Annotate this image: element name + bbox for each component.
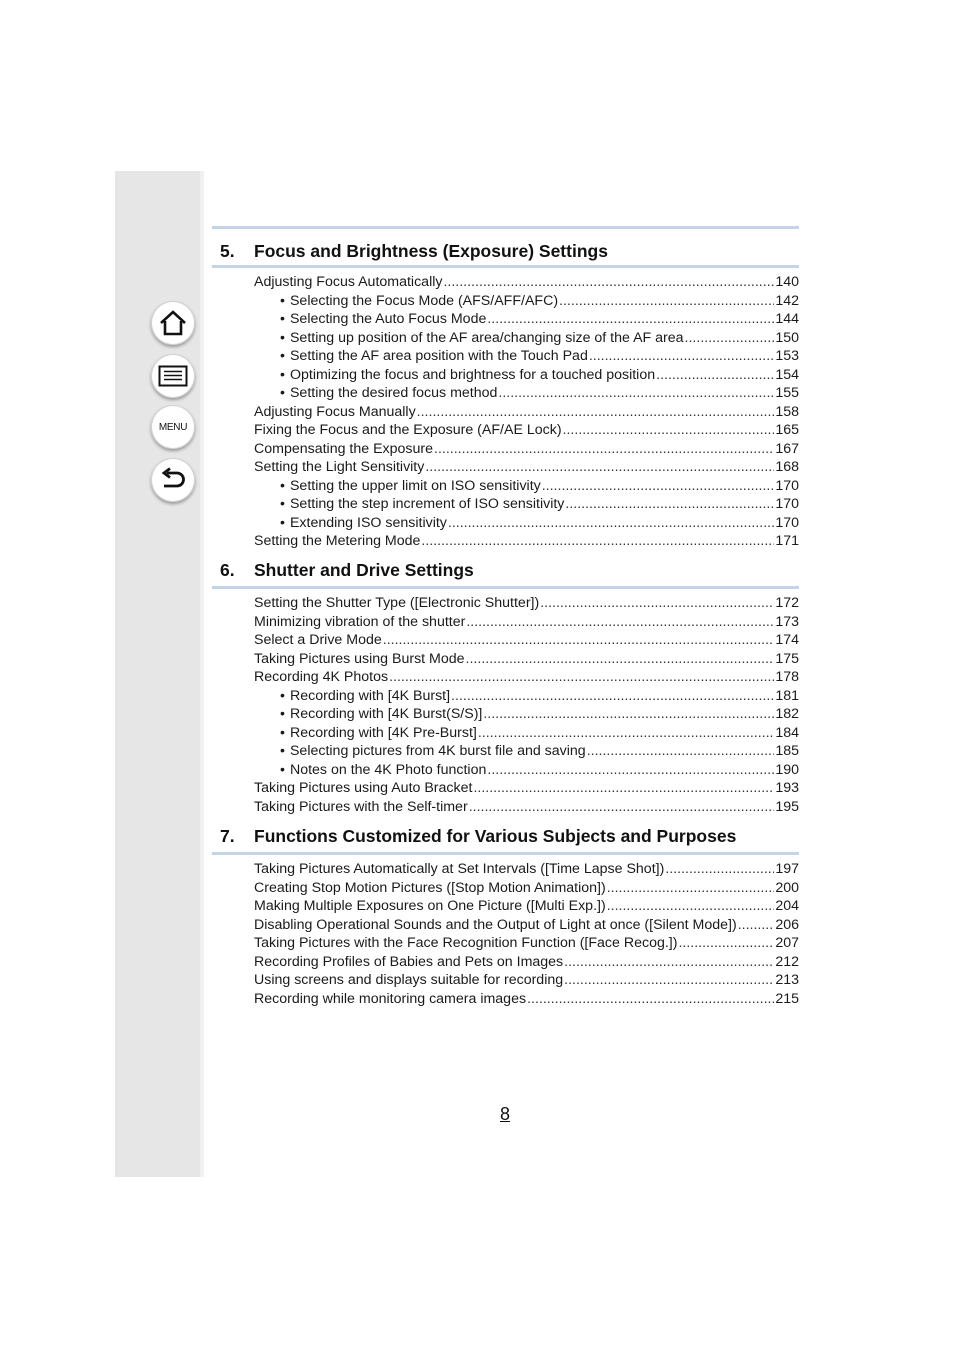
dot-leader <box>448 515 774 531</box>
toc-entry[interactable] <box>254 274 799 293</box>
toc-entry[interactable] <box>254 404 799 423</box>
toc-entry[interactable] <box>254 367 799 386</box>
bullet-icon: • <box>280 724 285 741</box>
menu-label: MENU <box>158 421 188 433</box>
toc-entry-page: 207 <box>775 935 799 951</box>
toc-entry-title: Recording with [4K Burst(S/S)] <box>289 706 483 722</box>
bullet-icon: • <box>280 385 285 401</box>
dot-leader <box>487 762 774 778</box>
toc-entry[interactable] <box>254 954 799 973</box>
dot-leader <box>434 441 774 457</box>
bullet-icon: • <box>280 292 285 309</box>
toc-entry-title: Optimizing the focus and brightness for a touched position <box>289 366 656 383</box>
toc-entry-page: 171 <box>775 533 799 549</box>
toc-entry-title: Minimizing vibration of the shutter <box>254 613 466 630</box>
sidebar-edge <box>200 171 204 1177</box>
toc-entry-page: 215 <box>775 990 799 1007</box>
dot-leader <box>487 311 774 327</box>
toc-entry-title: Setting the desired focus method <box>289 385 498 401</box>
dot-leader <box>564 954 774 970</box>
toc-entry-page: 184 <box>775 724 799 741</box>
toc-entry-page: 172 <box>775 595 799 611</box>
toc-entry-page: 212 <box>775 953 799 970</box>
toc-entry-title: Adjusting Focus Automatically <box>254 274 443 290</box>
toc-entry-page: 197 <box>775 861 799 877</box>
toc-entry-page: 158 <box>775 403 799 420</box>
dot-leader <box>589 348 774 364</box>
dot-leader <box>469 799 775 815</box>
toc-entry-title: Setting the step increment of ISO sensitivity <box>289 496 565 512</box>
bullet-icon: • <box>280 477 285 494</box>
toc-entry[interactable] <box>254 780 799 799</box>
toc-entry-title: Setting up position of the AF area/changing size of the AF area <box>289 329 684 346</box>
toc-entry-title: Taking Pictures Automatically at Set Intervals ([Time Lapse Shot]) <box>254 861 665 877</box>
toc-entry-page: 182 <box>775 706 799 722</box>
dot-leader <box>478 725 774 741</box>
section-number: 5. <box>220 241 235 261</box>
toc-entry[interactable] <box>254 972 799 991</box>
bullet-icon: • <box>280 348 285 364</box>
toc-entry-title: Recording while monitoring camera images <box>254 990 527 1007</box>
toc-entry-page: 140 <box>775 274 799 290</box>
dot-leader <box>564 972 774 988</box>
toc-entry-title: Taking Pictures with the Face Recognition Function ([Face Recog.]) <box>254 935 678 951</box>
section-number: 6. <box>220 560 235 580</box>
dot-leader <box>527 991 774 1007</box>
toc-entry[interactable] <box>254 422 799 441</box>
dot-leader <box>473 780 774 796</box>
toc-entry-page: 175 <box>775 650 799 667</box>
toc-entry[interactable] <box>254 991 799 1010</box>
toc-entry[interactable] <box>254 293 799 312</box>
toc-entry-title: Selecting the Auto Focus Mode <box>289 311 487 327</box>
toc-entry[interactable] <box>254 385 799 404</box>
toc-entry-page: 155 <box>775 385 799 401</box>
toc-entry-page: 142 <box>775 292 799 309</box>
toc-entry-page: 173 <box>775 613 799 630</box>
dot-leader <box>656 367 774 383</box>
toc-entry[interactable] <box>254 917 799 936</box>
toc-entry-title: Extending ISO sensitivity <box>289 514 447 531</box>
list-icon <box>158 365 188 387</box>
dot-leader <box>563 422 775 438</box>
toc-entry[interactable] <box>254 533 799 552</box>
contents-button[interactable] <box>151 354 195 398</box>
toc-entry[interactable] <box>254 330 799 349</box>
back-button[interactable] <box>151 458 195 502</box>
toc-entry-title: Recording Profiles of Babies and Pets on Images <box>254 953 564 970</box>
dot-leader <box>738 917 775 933</box>
toc-entry[interactable] <box>254 441 799 460</box>
bullet-icon: • <box>280 706 285 722</box>
toc-entry[interactable] <box>254 515 799 534</box>
toc-entry-page: 167 <box>775 440 799 457</box>
toc-entry-title: Disabling Operational Sounds and the Output of Light at once ([Silent Mode]) <box>254 916 737 933</box>
toc-entry-title: Selecting the Focus Mode (AFS/AFF/AFC) <box>289 292 559 309</box>
toc-entry-page: 154 <box>775 366 799 383</box>
toc-entry[interactable] <box>254 632 799 651</box>
dot-leader <box>607 880 775 896</box>
toc-entry-page: 185 <box>775 743 799 759</box>
section-7-header <box>212 816 799 855</box>
dot-leader <box>466 614 774 630</box>
dot-leader <box>389 669 774 685</box>
toc-entry-title: Selecting pictures from 4K burst file and saving <box>289 743 586 759</box>
toc-entry[interactable] <box>254 898 799 917</box>
return-arrow-icon <box>159 467 187 493</box>
section-5-entries <box>254 274 799 552</box>
bullet-icon: • <box>280 496 285 512</box>
toc-entry-page: 153 <box>775 348 799 364</box>
section-title-bar <box>212 229 799 268</box>
toc-entry[interactable] <box>254 688 799 707</box>
toc-entry-page: 165 <box>775 422 799 438</box>
toc-entry-title: Taking Pictures with the Self-timer <box>254 798 468 815</box>
toc-entry[interactable] <box>254 669 799 688</box>
toc-entry-page: 174 <box>775 632 799 648</box>
dot-leader <box>417 404 775 420</box>
bullet-icon: • <box>280 329 285 346</box>
toc-entry-title: Select a Drive Mode <box>254 632 382 648</box>
section-title-bar <box>212 816 799 855</box>
toc-entry-page: 170 <box>775 477 799 494</box>
dot-leader <box>466 651 775 667</box>
dot-leader <box>425 459 774 475</box>
toc-entry-page: 144 <box>775 311 799 327</box>
toc-entry[interactable] <box>254 311 799 330</box>
toc-entry-page: 206 <box>775 916 799 933</box>
section-6-entries <box>254 595 799 817</box>
toc-entry[interactable] <box>254 459 799 478</box>
toc-entry-page: 150 <box>775 329 799 346</box>
toc-entry[interactable] <box>254 743 799 762</box>
toc-entry[interactable] <box>254 348 799 367</box>
dot-leader <box>383 632 775 648</box>
section-title: Focus and Brightness (Exposure) Settings <box>254 241 608 261</box>
dot-leader <box>565 496 774 512</box>
bullet-icon: • <box>280 514 285 531</box>
toc-entry-page: 195 <box>775 798 799 815</box>
dot-leader <box>559 293 774 309</box>
dot-leader <box>498 385 774 401</box>
bullet-icon: • <box>280 366 285 383</box>
toc-entry[interactable] <box>254 496 799 515</box>
toc-entry-title: Taking Pictures using Burst Mode <box>254 650 465 667</box>
toc-entry-page: 168 <box>775 459 799 475</box>
toc-entry[interactable] <box>254 706 799 725</box>
dot-leader <box>421 533 774 549</box>
dot-leader <box>685 330 775 346</box>
dot-leader <box>483 706 774 722</box>
toc-entry-title: Notes on the 4K Photo function <box>289 761 487 778</box>
toc-entry-page: 204 <box>775 898 799 914</box>
bullet-icon: • <box>280 311 285 327</box>
toc-entry-page: 190 <box>775 761 799 778</box>
toc-entry-page: 178 <box>775 669 799 685</box>
toc-entry-title: Making Multiple Exposures on One Picture ([Multi Exp.]) <box>254 898 606 914</box>
bullet-icon: • <box>280 743 285 759</box>
toc-entry[interactable] <box>254 725 799 744</box>
toc-entry[interactable] <box>254 762 799 781</box>
menu-button[interactable] <box>151 405 195 449</box>
dot-leader <box>678 935 774 951</box>
toc-entry-title: Compensating the Exposure <box>254 440 434 457</box>
toc-entry-page: 200 <box>775 879 799 896</box>
section-title: Functions Customized for Various Subjects and Purposes <box>254 826 737 846</box>
toc-entry[interactable] <box>254 478 799 497</box>
toc-entry[interactable] <box>254 880 799 899</box>
toc-entry-page: 213 <box>775 972 799 988</box>
toc-entry[interactable] <box>254 935 799 954</box>
section-7-entries <box>254 861 799 1009</box>
dot-leader <box>443 274 774 290</box>
toc-entry-title: Adjusting Focus Manually <box>254 403 416 420</box>
section-number: 7. <box>220 826 235 846</box>
toc-entry[interactable] <box>254 651 799 670</box>
toc-entry-title: Taking Pictures using Auto Bracket <box>254 780 473 796</box>
toc-entry-title: Setting the Metering Mode <box>254 533 421 549</box>
section-5-header <box>212 226 799 268</box>
toc-entry-title: Recording with [4K Burst] <box>289 687 451 704</box>
toc-entry-title: Setting the upper limit on ISO sensitivity <box>289 477 541 494</box>
section-title-bar <box>212 550 799 589</box>
toc-entry-title: Setting the Light Sensitivity <box>254 459 425 475</box>
toc-entry-title: Using screens and displays suitable for recording <box>254 972 564 988</box>
toc-entry-title: Creating Stop Motion Pictures ([Stop Motion Animation]) <box>254 879 606 896</box>
home-button[interactable] <box>151 301 195 345</box>
toc-entry[interactable] <box>254 614 799 633</box>
section-6-header <box>212 550 799 589</box>
toc-entry-title: Setting the AF area position with the Touch Pad <box>289 348 588 364</box>
page-number[interactable]: 8 <box>499 1104 510 1124</box>
toc-entry-title: Recording 4K Photos <box>254 669 389 685</box>
toc-entry-title: Fixing the Focus and the Exposure (AF/AE Lock) <box>254 422 562 438</box>
toc-entry-page: 181 <box>775 687 799 704</box>
toc-entry-page: 170 <box>775 496 799 512</box>
dot-leader <box>607 898 775 914</box>
dot-leader <box>540 595 774 611</box>
section-title: Shutter and Drive Settings <box>254 560 474 580</box>
toc-entry-page: 193 <box>775 780 799 796</box>
toc-entry-page: 170 <box>775 514 799 531</box>
bullet-icon: • <box>280 687 285 704</box>
toc-entry-title: Setting the Shutter Type ([Electronic Shutter]) <box>254 595 540 611</box>
toc-entry-title: Recording with [4K Pre-Burst] <box>289 724 477 741</box>
dot-leader <box>451 688 774 704</box>
toc-entry[interactable] <box>254 799 799 818</box>
dot-leader <box>587 743 775 759</box>
bullet-icon: • <box>280 761 285 778</box>
home-icon <box>159 310 187 336</box>
dot-leader <box>665 861 774 877</box>
dot-leader <box>542 478 775 494</box>
toc-entry[interactable] <box>254 595 799 614</box>
toc-entry[interactable] <box>254 861 799 880</box>
